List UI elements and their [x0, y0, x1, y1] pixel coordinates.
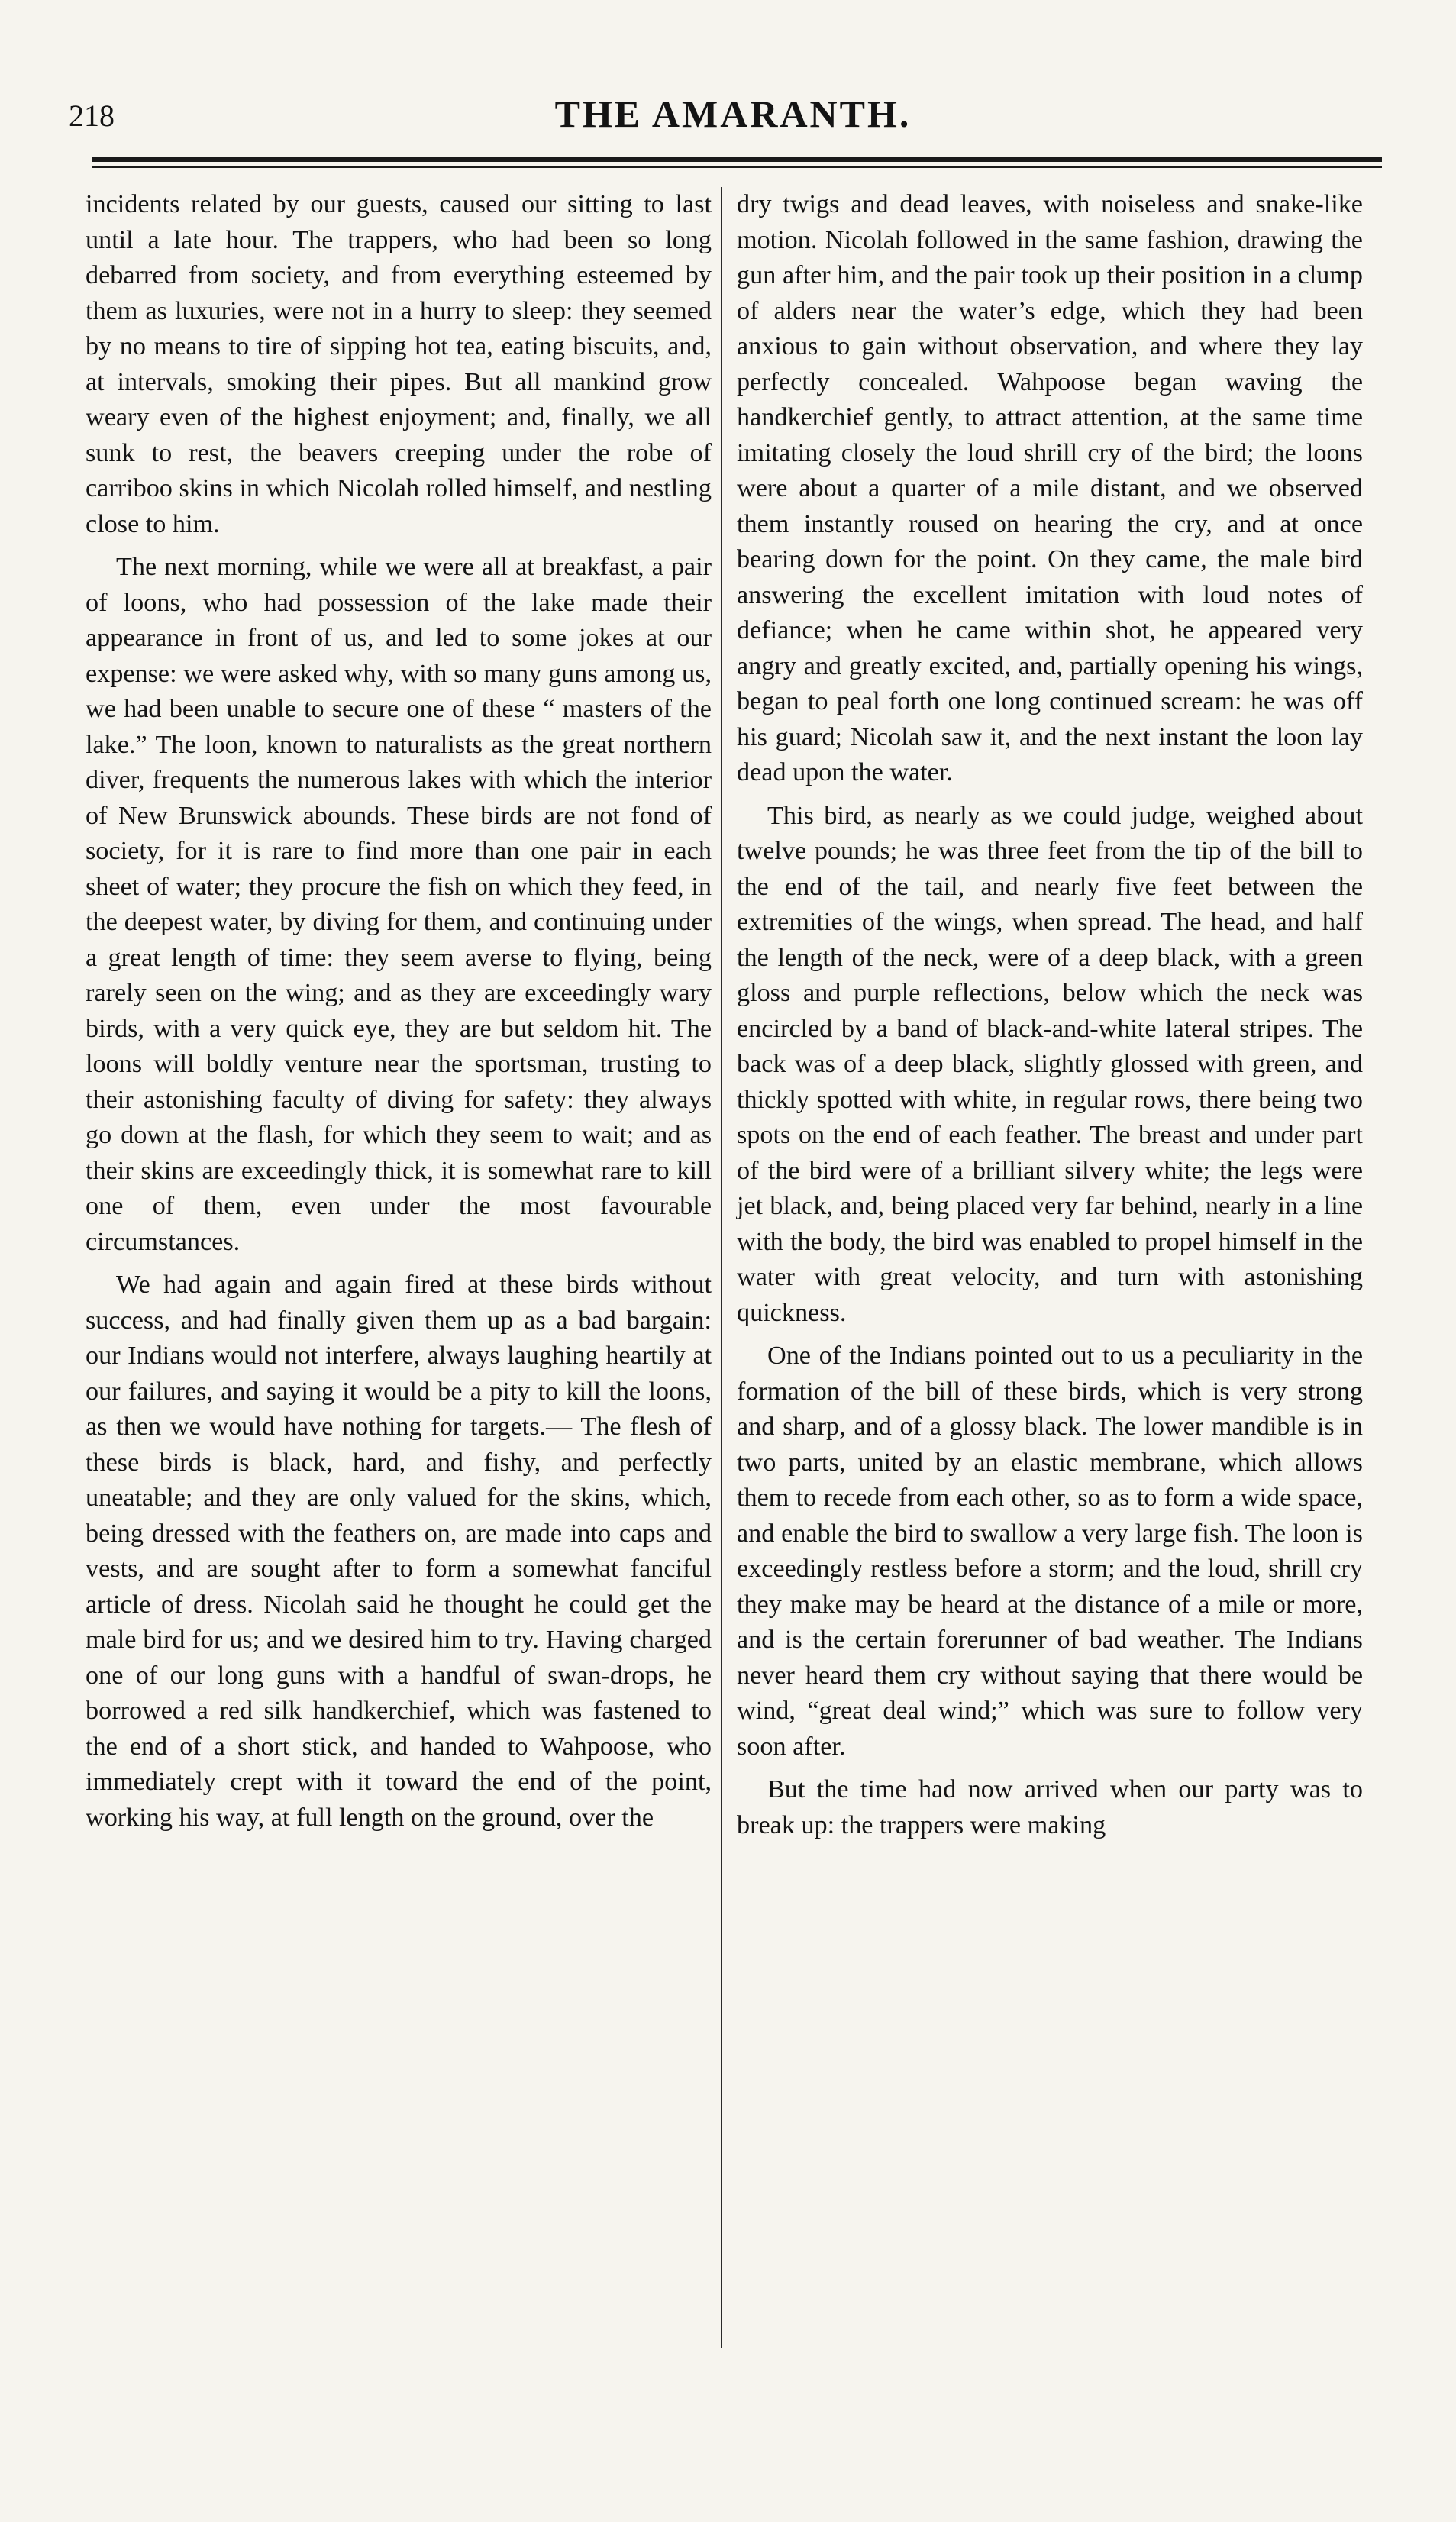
header-rule-thick	[92, 157, 1382, 162]
page-header	[69, 92, 1397, 153]
paragraph: The next morning, while we were all at breakfast, a pair of loons, who had possession of the lake made their appearance in front of us, and led to some jokes at our expense: we were asked why, with so many guns among us, we had been unable to secure one of these “ masters of the lake.” The loon, known to naturalists as the great northern diver, frequents the numerous lakes with which the interior of New Brunswick abounds. These birds are not fond of society, for it is rare to find more than one pair in each sheet of water; they procure the fish on which they feed, in the deepest water, by diving for them, and continuing under a great length of time: they seem averse to flying, being rarely seen on the wing; and as they are exceedingly wary birds, with a very quick eye, they are but seldom hit. The loons will boldly venture near the sportsman, trusting to their astonishing faculty of diving for safety: they always go down at the flash, for which they seem to wait; and as their skins are exceedingly thick, it is somewhat rare to kill one of them, even under the most favourable circumstances.	[86, 553, 712, 1256]
paragraph: incidents related by our guests, caused our sitting to last until a late hour. The trappers, who had been so long debarred from society, and from everything esteemed by them as luxuries, were not in a hurry to sleep: they seemed by no means to tire of sipping hot tea, eating biscuits, and, at intervals, smoking their pipes. But all mankind grow weary even of the highest enjoyment; and, finally, we all sunk to rest, the beavers creeping under the robe of carriboo skins in which Nicolah rolled himself, and nestling close to him.	[86, 190, 712, 538]
paragraph: We had again and again fired at these birds without success, and had finally given them up as a bad bargain: our Indians would not interfere, always laughing heartily at our failures, and saying it would be a pity to kill the loons, as then we would have nothing for targets.— The flesh of these birds is black, hard, and fishy, and perfectly uneatable; and they are only valued for the skins, which, being dressed with the feathers on, are made into caps and vests, and are sought after to form a somewhat fanciful article of dress. Nicolah said he thought he could get the male bird for us; and we desired him to try. Having charged one of our long guns with a handful of swan-drops, he borrowed a red silk handkerchief, which was fastened to the end of a short stick, and handed to Wahpoose, who immediately crept with it toward the end of the point, working his way, at full length on the ground, over the	[86, 1271, 712, 1832]
page-number: 218	[69, 98, 115, 133]
paragraph: But the time had now arrived when our party was to break up: the trappers were making	[737, 1775, 1363, 1839]
header-rule-thin	[92, 166, 1382, 168]
paragraph: One of the Indians pointed out to us a peculiarity in the formation of the bill of these birds, which is very strong and sharp, and of a glossy black. The lower mandible is in two parts, united by an elastic membrane, which allows them to recede from each other, so as to form a wide space, and enable the bird to swallow a very large fish. The loon is exceedingly restless before a storm; and the loud, shrill cry they make may be heard at the distance of a mile or more, and is the certain forerunner of bad weather. The Indians never heard them cry without saying that there would be wind, “great deal wind;” which was sure to follow very soon after.	[737, 1342, 1363, 1761]
paragraph: This bird, as nearly as we could judge, weighed about twelve pounds; he was three feet from the tip of the bill to the end of the tail, and nearly five feet between the extremities of the wings, when spread. The head, and half the length of the neck, were of a deep black, with a green gloss and purple reflections, below which the neck was encircled by a band of black-and-white lateral stripes. The back was of a deep black, slightly glossed with green, and thickly spotted with white, in regular rows, there being two spots on the end of each feather. The breast and under part of the bird were of a brilliant silvery white; the legs were jet black, and, being placed very far behind, nearly in a line with the body, the bird was enabled to propel himself in the water with great velocity, and turn with astonishing quickness.	[737, 801, 1363, 1327]
journal-title: THE AMARANTH.	[554, 92, 912, 135]
left-column	[86, 187, 712, 1843]
paragraph: dry twigs and dead leaves, with noiseless and snake-like motion. Nicolah followed in the same fashion, drawing the gun after him, and the pair took up their position in a clump of alders near the water’s edge, which they had been anxious to gain without observation, and where they lay perfectly concealed. Wahpoose began waving the handkerchief gently, to attract attention, at the same time imitating closely the loud shrill cry of the bird; the loons were about a quarter of a mile distant, and we observed them instantly roused on hearing the cry, and at once bearing down for the point. On they came, the male bird answering the excellent imitation with loud notes of defiance; when he came within shot, he appeared very angry and greatly excited, and, partially opening his wings, began to peal forth one long continued scream: he was off his guard; Nicolah saw it, and the next instant the loon lay dead upon the water.	[737, 190, 1363, 786]
column-divider	[721, 187, 722, 2348]
right-column	[737, 187, 1363, 1851]
